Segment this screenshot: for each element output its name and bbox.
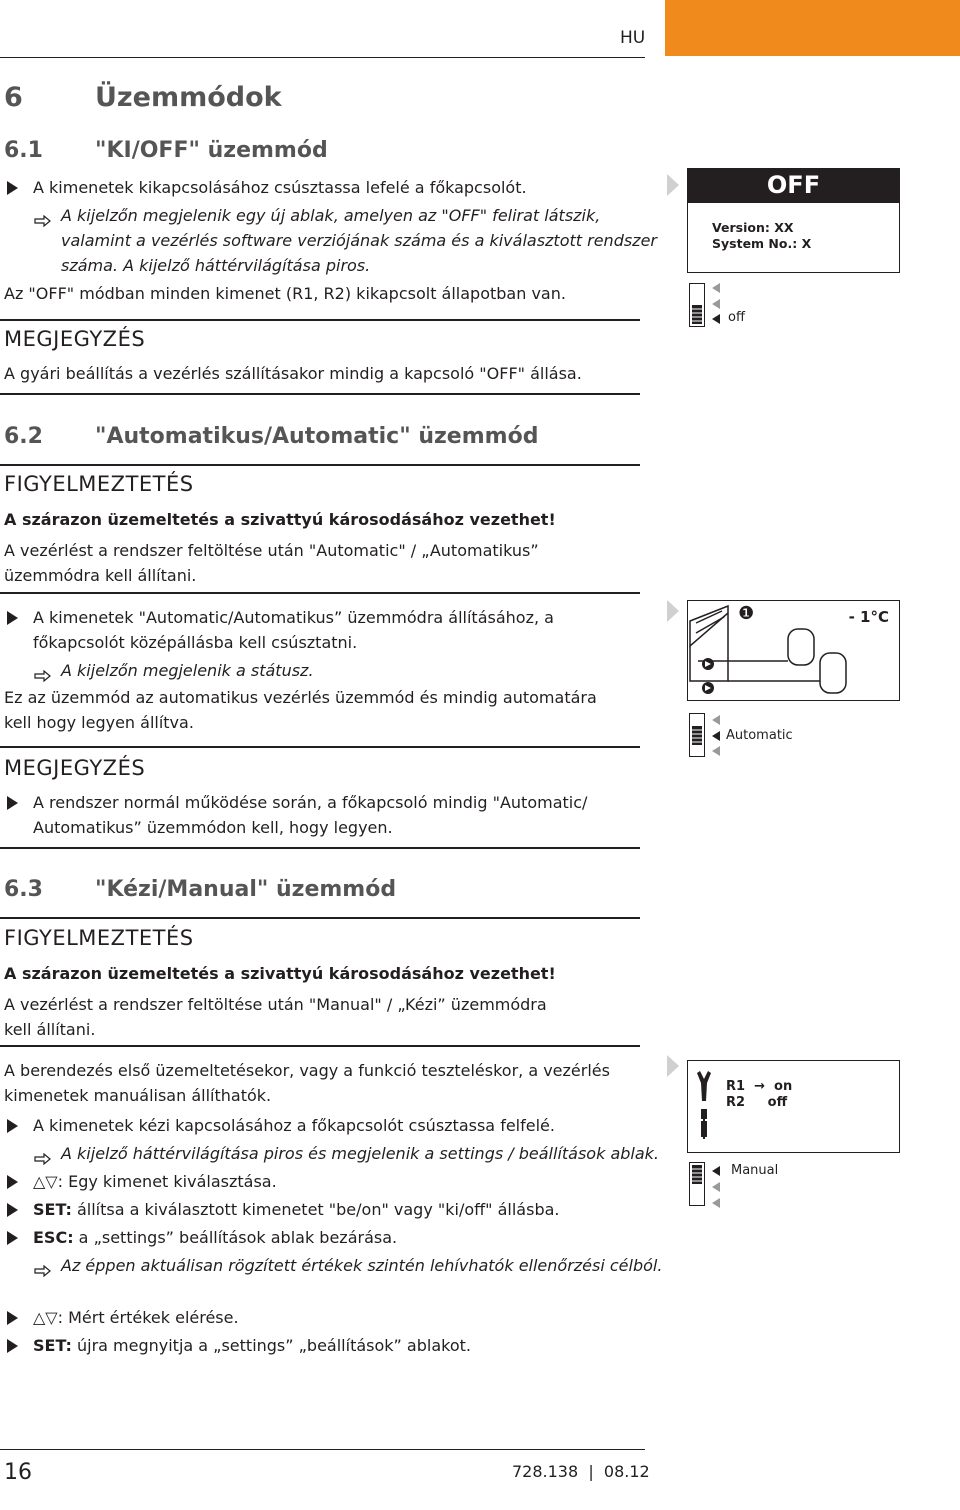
section-6-1-heading (0, 138, 640, 168)
result-item: A kijelzőn megjelenik egy új ablak, amelyen az "OFF" felirat látszik, (0, 204, 600, 228)
section-title: Üzemmódok (95, 82, 282, 113)
note-heading: MEGJEGYZÉS (4, 756, 146, 780)
version-text: Version: XX (712, 220, 794, 235)
position-marker-active-icon (712, 314, 720, 324)
figure-pointer-icon (667, 174, 679, 196)
note-rule-bottom (0, 847, 640, 849)
wrench-screwdriver-icon (694, 1061, 724, 1152)
section-6-3-heading (0, 877, 640, 907)
section-title: "Automatikus/Automatic" üzemmód (95, 424, 539, 449)
warning-rule-bottom (0, 592, 640, 594)
bullet-item: A rendszer normál működése során, a főkapcsoló mindig "Automatic/ (0, 791, 587, 815)
paragraph: kimenetek manuálisan állíthatók. (4, 1086, 272, 1105)
paragraph: kell hogy legyen állítva. (4, 713, 194, 732)
note-heading: MEGJEGYZÉS (4, 327, 146, 351)
bullet-triangle-icon (7, 611, 18, 625)
warning-text: üzemmódra kell állítani. (4, 566, 197, 585)
warning-text: A vezérlést a rendszer feltöltése után "Automatic" / „Automatikus” (4, 541, 539, 560)
switch-position-label: Manual (731, 1163, 779, 1178)
bullet-item-cont: Automatikus” üzemmódon kell, hogy legyen. (33, 818, 393, 837)
note-rule-top (0, 746, 640, 748)
result-item: A kijelző háttérvilágítása piros és megjelenik a settings / beállítások ablak. (0, 1142, 659, 1166)
output-r2-state: R2 off (726, 1095, 788, 1110)
warning-rule-top (0, 464, 640, 466)
result-item: A kijelzőn megjelenik a státusz. (0, 659, 314, 683)
position-marker-icon (712, 746, 720, 756)
position-marker-icon (712, 283, 720, 293)
section-number: 6 (4, 82, 23, 113)
note-text: A gyári beállítás a vezérlés szállításakor mindig a kapcsoló "OFF" állása. (4, 364, 582, 383)
figure-pointer-icon (667, 1055, 679, 1077)
result-item-cont: valamint a vezérlés software verziójának száma és a kiválasztott rendszer (61, 231, 657, 250)
section-number: 6.3 (4, 877, 43, 902)
paragraph: A berendezés első üzemeltetésekor, vagy a funkció teszteléskor, a vezérlés (4, 1061, 610, 1080)
section-6-heading (0, 82, 640, 118)
bullet-triangle-icon (7, 1203, 18, 1217)
paragraph: Az "OFF" módban minden kimenet (R1, R2) kikapcsolt állapotban van. (4, 284, 566, 303)
warning-text: kell állítani. (4, 1020, 96, 1039)
up-down-arrows-icon: △▽ (33, 1308, 58, 1327)
bullet-item: △▽: Egy kimenet kiválasztása. (0, 1170, 277, 1194)
main-switch-manual-icon (689, 1162, 705, 1206)
circled-number-icon: ❶ (738, 603, 755, 624)
automatic-display (687, 600, 900, 701)
warning-heading: FIGYELMEZTETÉS (4, 926, 194, 950)
output-r1-state: R1 → on (726, 1079, 793, 1094)
position-marker-icon (712, 1198, 720, 1208)
header-rule (0, 57, 645, 58)
bullet-triangle-icon (7, 796, 18, 810)
section-title: "KI/OFF" üzemmód (95, 138, 328, 163)
language-code: HU (620, 28, 646, 48)
main-switch-auto-icon (689, 713, 705, 757)
figure-pointer-icon (667, 600, 679, 622)
warning-rule-bottom (0, 1045, 640, 1047)
display-title: OFF (766, 171, 821, 199)
up-down-arrows-icon: △▽ (33, 1172, 58, 1191)
section-6-2-heading (0, 424, 640, 454)
temperature-readout: - 1°C (848, 608, 889, 626)
off-display (687, 168, 900, 273)
bullet-triangle-icon (7, 1231, 18, 1245)
result-arrow-icon (34, 1148, 52, 1172)
result-item-cont: száma. A kijelző háttérvilágítása piros. (61, 256, 371, 275)
section-number: 6.2 (4, 424, 43, 449)
warning-bold-text: A szárazon üzemeltetés a szivattyú károsodásához vezethet! (4, 510, 556, 529)
bullet-triangle-icon (7, 1175, 18, 1189)
warning-rule-top (0, 917, 640, 919)
paragraph: Ez az üzemmód az automatikus vezérlés üzemmód és mindig automatára (4, 688, 597, 707)
switch-position-label: Automatic (726, 728, 793, 743)
bullet-item: A kimenetek kézi kapcsolásához a főkapcsolót csúsztassa felfelé. (0, 1114, 555, 1138)
bullet-item: SET: állítsa a kiválasztott kimenetet "be/on" vagy "ki/off" állásba. (0, 1198, 559, 1222)
system-number-text: System No.: X (712, 236, 812, 251)
section-title: "Kézi/Manual" üzemmód (95, 877, 397, 902)
bullet-item: SET: újra megnyitja a „settings” „beállítások” ablakot. (0, 1334, 471, 1358)
bullet-triangle-icon (7, 181, 18, 195)
document-id: 728.138 | 08.12 (512, 1462, 650, 1481)
position-marker-icon (712, 299, 720, 309)
position-marker-active-icon (712, 1166, 720, 1176)
position-marker-active-icon (712, 731, 720, 741)
warning-heading: FIGYELMEZTETÉS (4, 472, 194, 496)
note-rule-top (0, 319, 640, 321)
bullet-triangle-icon (7, 1119, 18, 1133)
position-marker-icon (712, 715, 720, 725)
note-rule-bottom (0, 393, 640, 395)
switch-position-label: off (728, 310, 745, 325)
warning-text: A vezérlést a rendszer feltöltése után "Manual" / „Kézi” üzemmódra (4, 995, 547, 1014)
bullet-triangle-icon (7, 1311, 18, 1325)
bullet-item: A kimenetek "Automatic/Automatikus” üzemmódra állításához, a (0, 606, 554, 630)
footer-rule (0, 1449, 645, 1450)
bullet-item-cont: főkapcsolót középállásba kell csúsztatni. (33, 633, 358, 652)
result-arrow-icon (34, 1260, 52, 1284)
bullet-triangle-icon (7, 1339, 18, 1353)
bullet-item: △▽: Mért értékek elérése. (0, 1306, 239, 1330)
warning-bold-text: A szárazon üzemeltetés a szivattyú károsodásához vezethet! (4, 964, 556, 983)
bullet-item: A kimenetek kikapcsolásához csúsztassa lefelé a főkapcsolót. (0, 176, 527, 200)
manual-display (687, 1060, 900, 1153)
bullet-item: ESC: a „settings” beállítások ablak bezárása. (0, 1226, 397, 1250)
position-marker-icon (712, 1182, 720, 1192)
result-item: Az éppen aktuálisan rögzített értékek szintén lehívhatók ellenőrzési célból. (0, 1254, 662, 1278)
page-number: 16 (4, 1460, 32, 1485)
section-number: 6.1 (4, 138, 43, 163)
header-accent-bar (665, 0, 960, 56)
main-switch-off-icon (689, 283, 705, 327)
